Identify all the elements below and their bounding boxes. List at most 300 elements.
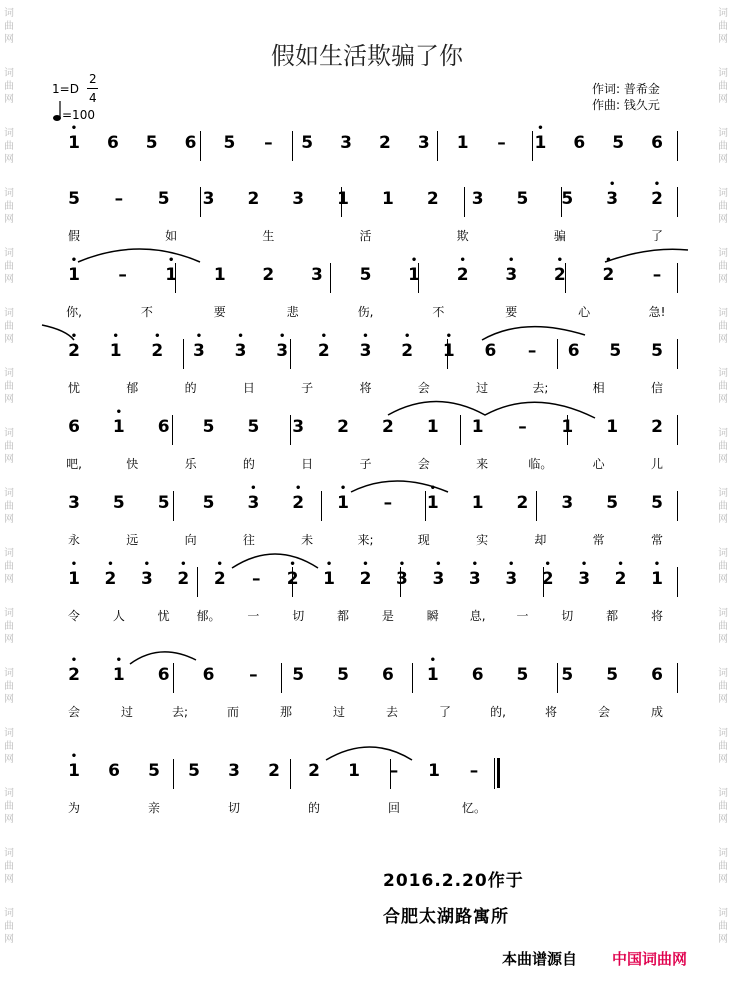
note-digit: 1 [561, 417, 574, 437]
lyricist: 作词: 普希金 [592, 82, 660, 96]
watermark-char: 曲 [4, 681, 14, 692]
lyric: 要 [213, 305, 226, 319]
note-digit: 1 [337, 493, 349, 513]
watermark-char: 网 [718, 574, 728, 585]
slur [388, 402, 595, 419]
note-digit: 5 [516, 665, 529, 685]
lyric: 临。 [528, 457, 553, 471]
note-digit: 1 [426, 493, 439, 513]
note-digit: 5 [651, 493, 663, 513]
note-digit: 6 [651, 133, 663, 153]
note-digit: 2 [151, 341, 164, 361]
note-digit: 3 [292, 417, 305, 437]
octave-dot: • [653, 179, 661, 190]
note-digit: 2 [308, 761, 320, 781]
lyric: 日 [301, 457, 314, 471]
note-digit: 6 [651, 665, 663, 685]
note-digit: 3 [228, 761, 240, 781]
octave-dot: • [605, 255, 612, 266]
note-digit: 3 [505, 265, 518, 285]
composer: 作曲: 钱久元 [592, 98, 660, 112]
lyric: 将 [544, 705, 558, 719]
octave-dot: • [279, 331, 286, 342]
lyric: 回 [387, 801, 401, 815]
watermark-char: 曲 [718, 21, 728, 32]
watermark-char: 词 [4, 728, 14, 739]
note-digit: 1 [426, 665, 439, 685]
watermark-char: 词 [718, 8, 728, 19]
note-digit: 5 [68, 189, 80, 209]
note-digit: 3 [468, 569, 481, 589]
watermark-char: 曲 [718, 741, 728, 752]
note-digit: 1 [442, 341, 455, 361]
watermark-char: 曲 [4, 381, 14, 392]
watermark-char: 网 [718, 814, 728, 825]
note-digit: 1 [456, 133, 469, 153]
note-digit: 5 [188, 761, 200, 781]
watermark-char: 网 [718, 634, 728, 645]
note-digit: 3 [417, 133, 430, 153]
watermark-char: 网 [4, 454, 14, 465]
lyric: 过 [120, 705, 134, 719]
octave-dot: • [180, 559, 187, 570]
octave-dot: • [617, 559, 624, 570]
lyric: 相 [592, 381, 605, 395]
note-digit: 3 [359, 341, 372, 361]
watermark-char: 词 [4, 908, 14, 919]
lyric: 都 [337, 609, 350, 623]
watermark-char: 曲 [718, 561, 728, 572]
lyric: 来; [357, 533, 374, 547]
watermark-char: 曲 [4, 261, 14, 272]
note-digit: 2 [553, 265, 566, 285]
octave-dot: • [70, 559, 78, 570]
octave-dot: • [325, 559, 333, 570]
lyric: 郁 [126, 381, 139, 395]
slur [482, 327, 585, 340]
lyric: 将 [359, 381, 372, 395]
watermark-char: 网 [4, 334, 14, 345]
watermark-char: 网 [718, 694, 728, 705]
octave-dot: • [167, 255, 175, 266]
note-digit: 5 [561, 665, 574, 685]
octave-dot: • [508, 255, 515, 266]
lyric: 乐 [184, 457, 197, 471]
lyric: 常 [592, 533, 605, 547]
watermark-char: 词 [4, 8, 14, 19]
note-digit: 2 [379, 133, 391, 153]
lyric: 忧 [157, 609, 170, 623]
note-digit: 5 [609, 341, 622, 361]
note-digit: 1 [337, 189, 349, 209]
watermark-char: 网 [4, 514, 14, 525]
lyric: 是 [381, 609, 394, 623]
lyric: 快 [126, 457, 139, 471]
watermark-char: 曲 [4, 201, 14, 212]
note-digit: 2 [426, 189, 439, 209]
note-digit: 1 [606, 417, 619, 437]
octave-dot: • [429, 655, 436, 666]
watermark-char: 网 [4, 814, 14, 825]
watermark-char: 曲 [4, 501, 14, 512]
note-digit: 3 [606, 189, 619, 209]
source-label: 本曲谱源自 [502, 950, 578, 968]
lyric: 都 [606, 609, 619, 623]
note-digit: 5 [202, 493, 215, 513]
lyric: 向 [184, 533, 197, 547]
note-digit: 3 [310, 265, 323, 285]
octave-dot: • [445, 331, 452, 342]
octave-dot: • [544, 559, 551, 570]
watermark-char: 词 [718, 668, 728, 679]
note-digit: 6 [184, 133, 197, 153]
lyric: 远 [126, 533, 139, 547]
note-digit: 2 [286, 569, 299, 589]
watermark-char: 词 [718, 248, 728, 259]
note-digit: 1 [112, 417, 125, 437]
watermark-char: 曲 [718, 381, 728, 392]
lyric: 的 [184, 381, 197, 395]
lyric: 过 [332, 705, 346, 719]
note-digit: 1 [213, 265, 226, 285]
slur [605, 249, 688, 262]
lyric: 伤, [357, 305, 374, 319]
watermark-char: 曲 [718, 801, 728, 812]
watermark-char: 词 [4, 308, 14, 319]
note-digit: 1 [68, 761, 80, 781]
lyric: 却 [534, 533, 547, 547]
octave-dot: • [115, 407, 123, 418]
lyric: 一 [247, 609, 260, 623]
note-digit: – [383, 493, 393, 513]
octave-dot: • [362, 559, 369, 570]
octave-dot: • [289, 559, 296, 570]
octave-dot: • [70, 751, 78, 762]
watermark-char: 词 [4, 248, 14, 259]
lyric: 现 [417, 533, 430, 547]
watermark-char: 网 [718, 454, 728, 465]
watermark-char: 词 [718, 848, 728, 859]
watermark-char: 曲 [4, 801, 14, 812]
watermark-char: 词 [4, 488, 14, 499]
note-digit: 6 [157, 417, 170, 437]
lyric: 忆。 [461, 801, 487, 815]
watermark-char: 网 [718, 754, 728, 765]
watermark-char: 网 [4, 934, 14, 945]
note-digit: 6 [108, 761, 120, 781]
note-digit: 5 [202, 417, 215, 437]
octave-dot: • [70, 123, 78, 134]
note-digit: 3 [276, 341, 289, 361]
note-digit: 3 [202, 189, 215, 209]
lyric: 实 [476, 533, 489, 547]
octave-dot: • [320, 331, 328, 342]
note-digit: 6 [471, 665, 484, 685]
octave-dot: • [608, 179, 616, 190]
watermark-char: 词 [718, 428, 728, 439]
lyric: 为 [67, 801, 81, 815]
lyric: 会 [417, 381, 430, 395]
note-digit: 2 [541, 569, 554, 589]
note-digit: 1 [471, 493, 484, 513]
note-digit: 1 [382, 189, 394, 209]
octave-dot: • [398, 559, 406, 570]
watermark-char: 曲 [4, 441, 14, 452]
watermark-char: 网 [4, 874, 14, 885]
lyric: 过 [476, 381, 489, 395]
lyric: 生 [262, 229, 275, 243]
lyric: 欺 [456, 229, 469, 243]
octave-dot: • [429, 483, 436, 494]
octave-dot: • [459, 255, 466, 266]
note-digit: 1 [323, 569, 335, 589]
note-digit: 2 [359, 569, 372, 589]
watermark-char: 网 [4, 94, 14, 105]
lyric: 悲 [286, 305, 299, 319]
lyric: 一 [516, 609, 529, 623]
note-digit: 3 [578, 569, 591, 589]
watermark-char: 网 [718, 874, 728, 885]
note-digit: 1 [68, 569, 80, 589]
watermark-char: 网 [4, 394, 14, 405]
watermark-char: 曲 [4, 321, 14, 332]
lyric: 你, [66, 305, 82, 319]
watermark-char: 词 [718, 908, 728, 919]
watermark-char: 曲 [4, 861, 14, 872]
note-digit: 5 [148, 761, 160, 781]
note-digit: 3 [234, 341, 247, 361]
watermark-char: 网 [718, 34, 728, 45]
watermark-char: 网 [718, 394, 728, 405]
note-digit: 5 [223, 133, 236, 153]
note-digit: 2 [337, 417, 349, 437]
lyric: 的, [490, 705, 506, 719]
lyric: 骗 [553, 229, 566, 243]
octave-dot: • [250, 483, 257, 494]
note-digit: 6 [68, 417, 80, 437]
watermark-char: 网 [718, 934, 728, 945]
final-barline-thick [497, 758, 500, 788]
note-digit: 2 [382, 417, 394, 437]
lyric: 那 [279, 705, 293, 719]
watermark-char: 词 [4, 548, 14, 559]
octave-dot: • [70, 255, 78, 266]
watermark-char: 曲 [4, 561, 14, 572]
note-digit: 1 [109, 341, 122, 361]
lyric: 吧, [66, 457, 82, 471]
octave-dot: • [154, 331, 161, 342]
watermark-char: 词 [4, 848, 14, 859]
tempo: =100 [62, 108, 95, 122]
lyric: 而 [226, 705, 240, 719]
note-digit: 6 [484, 341, 497, 361]
watermark-char: 网 [718, 154, 728, 165]
lyric: 将 [650, 609, 664, 623]
lyric: 往 [242, 533, 255, 547]
watermark-char: 词 [718, 488, 728, 499]
octave-dot: • [556, 255, 564, 266]
watermark-char: 网 [4, 754, 14, 765]
note-digit: 5 [359, 265, 372, 285]
lyric: 了 [650, 229, 664, 243]
note-digit: 1 [68, 265, 80, 285]
lyric: 永 [67, 533, 81, 547]
lyric: 去 [385, 705, 399, 719]
note-digit: 6 [202, 665, 215, 685]
lyric: 来 [476, 457, 489, 471]
note-digit: 2 [292, 493, 305, 513]
date-note: 2016.2.20作于 [383, 871, 524, 891]
watermark-char: 词 [718, 728, 728, 739]
watermark-char: 曲 [4, 81, 14, 92]
note-digit: 2 [651, 189, 663, 209]
octave-dot: • [115, 655, 123, 666]
note-digit: 5 [651, 341, 663, 361]
note-digit: 1 [534, 133, 547, 153]
note-digit: – [114, 189, 124, 209]
octave-dot: • [471, 559, 479, 570]
note-digit: 1 [112, 665, 125, 685]
watermark-char: 网 [4, 274, 14, 285]
note-digit: 5 [301, 133, 314, 153]
watermark-char: 词 [718, 608, 728, 619]
watermark-char: 网 [4, 214, 14, 225]
lyric: 不 [432, 305, 445, 319]
note-digit: 2 [247, 189, 260, 209]
octave-dot: • [362, 331, 369, 342]
note-digit: 2 [68, 665, 80, 685]
place-note: 合肥太湖路寓所 [383, 907, 509, 927]
lyric: 郁。 [196, 609, 221, 623]
watermark-char: 曲 [4, 621, 14, 632]
note-digit: – [497, 133, 506, 153]
octave-dot: • [435, 559, 442, 570]
note-digit: 6 [382, 665, 394, 685]
lyric: 人 [112, 609, 125, 623]
watermark-char: 曲 [718, 621, 728, 632]
watermark-char: 网 [718, 514, 728, 525]
lyric: 假 [67, 229, 81, 243]
lyric: 忧 [67, 381, 81, 395]
note-digit: 6 [106, 133, 119, 153]
lyric: 的 [242, 457, 255, 471]
time-signature-bottom: 4 [89, 91, 97, 105]
slur [42, 325, 74, 340]
note-digit: 6 [157, 665, 170, 685]
note-digit: 5 [145, 133, 158, 153]
note-digit: 1 [471, 417, 484, 437]
lyric: 急! [648, 305, 666, 319]
octave-dot: • [237, 331, 244, 342]
watermark-char: 曲 [718, 921, 728, 932]
watermark-char: 词 [718, 188, 728, 199]
lyric: 子 [301, 381, 314, 395]
note-digit: 2 [614, 569, 627, 589]
note-digit: 3 [505, 569, 518, 589]
lyric: 去; [532, 381, 549, 395]
watermark-char: 词 [4, 188, 14, 199]
lyric: 去; [171, 705, 189, 719]
octave-dot: • [537, 123, 544, 134]
watermark-char: 曲 [718, 141, 728, 152]
note-digit: 2 [68, 341, 80, 361]
octave-dot: • [410, 255, 418, 266]
note-digit: 3 [140, 569, 153, 589]
watermark-char: 词 [4, 608, 14, 619]
note-digit: 5 [337, 665, 349, 685]
watermark-char: 词 [718, 368, 728, 379]
octave-dot: • [112, 331, 119, 342]
note-digit: 1 [408, 265, 420, 285]
lyric: 令 [67, 609, 81, 623]
note-digit: 5 [561, 189, 574, 209]
lyric: 信 [650, 381, 664, 395]
watermark-char: 网 [718, 334, 728, 345]
lyric: 切 [561, 609, 574, 623]
octave-dot: • [143, 559, 151, 570]
octave-dot: • [70, 655, 78, 666]
slur [130, 652, 196, 664]
note-digit: – [527, 341, 537, 361]
watermark-char: 曲 [4, 741, 14, 752]
lyric: 常 [650, 533, 664, 547]
note-digit: – [118, 265, 127, 285]
watermark-char: 词 [718, 788, 728, 799]
note-digit: 2 [177, 569, 190, 589]
octave-dot: • [339, 483, 347, 494]
time-signature-top: 2 [89, 72, 97, 86]
watermark-char: 曲 [718, 861, 728, 872]
note-digit: 6 [573, 133, 586, 153]
lyric: 成 [650, 705, 664, 719]
note-digit: 3 [396, 569, 408, 589]
note-digit: 2 [317, 341, 330, 361]
lyric: 会 [417, 457, 430, 471]
watermark-char: 词 [4, 68, 14, 79]
note-digit: 1 [165, 265, 178, 285]
lyric: 会 [597, 705, 611, 719]
octave-dot: • [70, 331, 78, 342]
note-digit: 5 [112, 493, 125, 513]
watermark-char: 网 [4, 34, 14, 45]
note-digit: – [249, 665, 258, 685]
key-signature: 1=D [52, 82, 79, 96]
lyric: 如 [165, 229, 178, 243]
source-site-link[interactable]: 中国词曲网 [612, 950, 688, 968]
note-digit: 2 [651, 417, 663, 437]
octave-dot: • [653, 559, 661, 570]
watermark-char: 网 [718, 274, 728, 285]
note-digit: – [652, 265, 662, 285]
watermark-char: 曲 [718, 81, 728, 92]
lyric: 日 [242, 381, 255, 395]
slur [232, 554, 318, 568]
lyric: 会 [67, 705, 81, 719]
octave-dot: • [580, 559, 588, 570]
watermark-char: 词 [718, 68, 728, 79]
note-digit: 2 [602, 265, 615, 285]
octave-dot: • [195, 331, 203, 342]
note-digit: 3 [247, 493, 260, 513]
octave-dot: • [295, 483, 302, 494]
note-digit: 1 [651, 569, 663, 589]
lyric: 心 [578, 305, 591, 319]
watermark-char: 曲 [718, 681, 728, 692]
note-digit: 2 [401, 341, 414, 361]
note-digit: 5 [606, 665, 619, 685]
note-digit: – [518, 417, 527, 437]
note-digit: 5 [157, 493, 170, 513]
